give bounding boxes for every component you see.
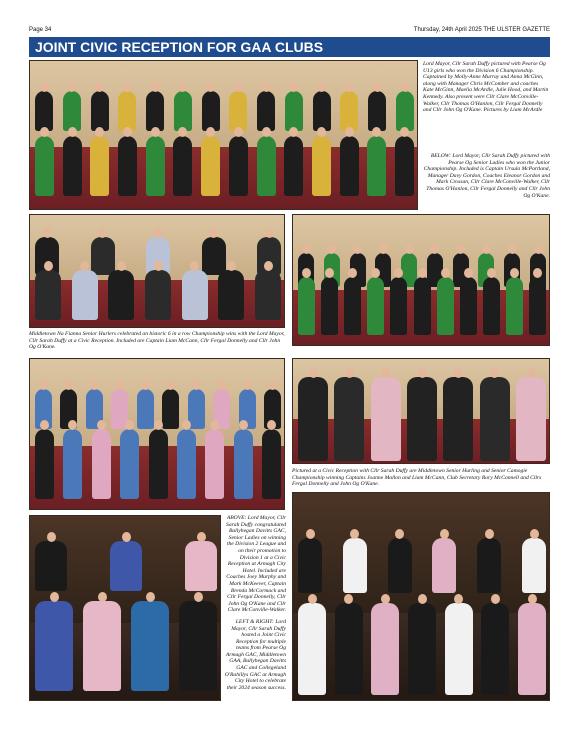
person-figure [145, 270, 171, 320]
person-figure [255, 270, 281, 320]
person-figure [185, 541, 217, 591]
caption-middletown: Middletown Na Fianna Senior Hurlers celebrated an historic 6 in a row Championship wins with the Lord Mayor, Cllr Sarah Duffy at a Civic Reception. Included are Captain Liam McCann, Cllr Fergal Donnelly and Cllr John Og O'Kane. [29, 331, 285, 351]
section-title: JOINT CIVIC RECEPTION FOR GAA CLUBS [29, 37, 550, 57]
person-figure [257, 136, 276, 196]
person-figure [202, 91, 220, 131]
person-figure [340, 91, 358, 131]
person-figure [63, 429, 82, 499]
person-figure [344, 277, 361, 335]
person-figure [522, 538, 546, 593]
person-figure [518, 603, 546, 695]
person-figure [173, 136, 192, 196]
person-figure [72, 270, 98, 320]
photo-collegeland-stairs [29, 515, 221, 701]
caption-top-right-1: Lord Mayor, Cllr Sarah Duffy pictured with Pearse Og U13 girls who won the Division 6 Championship. Captained by Molly-Anne Murray and Anna McGinn, along with Manager Chris McComber and coaches Kate McGinn, Maelia McArdle, Julie Hood, and Martin Kennedy. Also present were Cllr Clare McConville-Walker, Cllr Thomas O'Hanlon, Cllr Fergal Donnelly and Cllr John Og O'Kane. Pictures by Liam McArdle [423, 61, 549, 114]
page-number: Page 34 [29, 27, 52, 33]
caption-left-right: LEFT & RIGHT: Lord Mayor, Cllr Sarah Duffy hosted a Joint Civic Reception for multiple teams from Pearse Og Armagh GAC, Middletown GAA, Ballyhegan Davitts GAC and Collegeland O'Rahillys GAC at Armagh City Hotel to celebrate their 2024 season success. [224, 618, 286, 691]
person-figure [395, 136, 414, 196]
person-figure [443, 377, 473, 461]
person-figure [120, 429, 139, 499]
person-figure [506, 277, 523, 335]
person-figure [229, 91, 247, 131]
person-figure [63, 91, 81, 131]
person-figure [91, 237, 115, 275]
person-figure [137, 389, 154, 429]
person-figure [179, 601, 217, 691]
person-figure [131, 601, 169, 691]
person-figure [298, 277, 315, 335]
person-figure [35, 429, 54, 499]
person-figure [182, 270, 208, 320]
person-figure [516, 377, 546, 461]
person-figure [408, 603, 436, 695]
photo-middletown-hurlers [29, 214, 285, 328]
photo-pearse-og-senior-ladies [292, 214, 550, 346]
person-figure [108, 270, 134, 320]
person-figure [257, 91, 275, 131]
person-figure [480, 377, 510, 461]
person-figure [35, 541, 67, 591]
person-figure [335, 603, 363, 695]
person-figure [477, 538, 501, 593]
person-figure [149, 429, 168, 499]
person-figure [285, 91, 303, 131]
person-figure [284, 136, 303, 196]
person-figure [340, 136, 359, 196]
date-and-paper: Thursday, 24th April 2025 THE ULSTER GAZETTE [413, 27, 550, 33]
caption-bottom-middle [224, 515, 286, 696]
person-figure [35, 270, 61, 320]
person-figure [205, 429, 224, 499]
person-figure [35, 136, 54, 196]
person-figure [218, 270, 244, 320]
photo-multiple-teams-trophies [292, 492, 550, 701]
person-figure [262, 429, 281, 499]
person-figure [396, 91, 414, 131]
person-figure [445, 603, 473, 695]
person-figure [201, 136, 220, 196]
person-figure [35, 91, 53, 131]
person-figure [298, 377, 328, 461]
person-figure [118, 91, 136, 131]
person-figure [91, 91, 109, 131]
person-figure [432, 538, 456, 593]
person-figure [229, 136, 248, 196]
person-figure [146, 91, 164, 131]
person-figure [63, 136, 82, 196]
person-figure [146, 136, 165, 196]
person-figure [367, 136, 386, 196]
person-figure [390, 277, 407, 335]
person-figure [312, 136, 331, 196]
person-figure [368, 91, 386, 131]
person-figure [414, 277, 431, 335]
person-figure [483, 277, 500, 335]
person-figure [90, 136, 109, 196]
photo-pearse-og-u13 [29, 60, 418, 210]
person-figure [202, 237, 226, 275]
caption-camogie: Pictured at a Civic Reception with Cllr Sarah Duffy are Middletown Senior Hurling and Senior Camogie Championship winning Captains Joanne Mallon and Liam McCann, Club Secretary Rory McConnell and Cllrs Fergal Donnelly and John Og O'Kane. [292, 468, 542, 488]
person-figure [83, 601, 121, 691]
person-figure [460, 277, 477, 335]
person-figure [118, 136, 137, 196]
person-figure [437, 277, 454, 335]
person-figure [334, 377, 364, 461]
person-figure [298, 603, 326, 695]
person-figure [234, 429, 253, 499]
person-figure [35, 601, 73, 691]
person-figure [177, 429, 196, 499]
person-figure [110, 541, 142, 591]
photo-middletown-captains [292, 358, 550, 464]
person-figure [367, 277, 384, 335]
caption-top-right-2: BELOW: Lord Mayor, Cllr Sarah Duffy pictured with Pearse Og Senior Ladies who won the Junior Championship. Included is Captain Ursula McPartland, Manager Davy Gordon, Coaches Eleanor Gordon and Mark Crossan, Cllr Clare McConville-Walker, Cllr Thomas O'Hanlon, Cllr Fergal Donnelly and Cllr John Og O'Kane. [423, 153, 550, 199]
photo-ballyhegan-ladies [29, 358, 285, 510]
person-figure [371, 603, 399, 695]
person-figure [371, 377, 401, 461]
person-figure [298, 538, 322, 593]
person-figure [174, 91, 192, 131]
person-figure [407, 377, 437, 461]
person-figure [529, 277, 546, 335]
person-figure [313, 91, 331, 131]
person-figure [343, 538, 367, 593]
person-figure [321, 277, 338, 335]
person-figure [388, 538, 412, 593]
person-figure [92, 429, 111, 499]
person-figure [162, 389, 179, 429]
caption-above: ABOVE: Lord Mayor, Cllr Sarah Duffy congratulated Ballyhegan Davitts GAC, Senior Ladies on winning the Division 2 League and on their promotion to Division 1 at a Civic Reception at Armagh City Hotel. Included are Coaches Joey Murphy and Mark McKeever, Captain Brenda McCormack and Cllr Fergal Donnelly, Cllr John Og O'Kane and Cllr Clare McConville-Walker. [226, 515, 286, 614]
person-figure [481, 603, 509, 695]
